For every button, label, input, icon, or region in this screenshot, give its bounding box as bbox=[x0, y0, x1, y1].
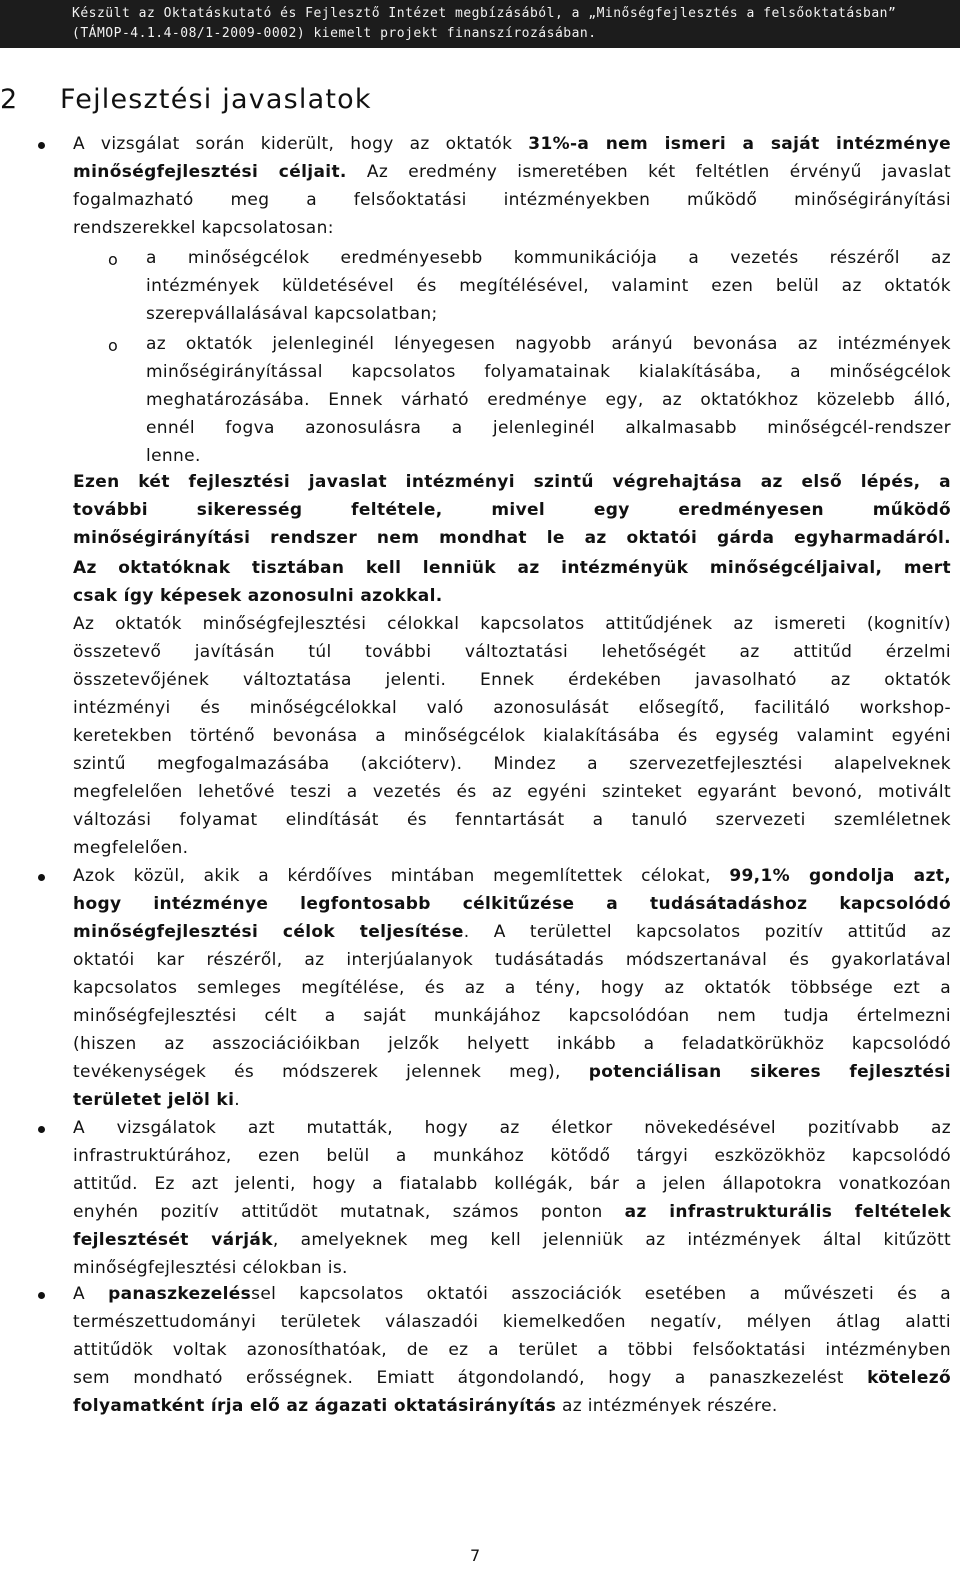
bold-text: folyamatként írja elő az ágazati oktatásirányítás bbox=[73, 1396, 557, 1416]
text-run: megfelelően. bbox=[73, 838, 189, 858]
text-run: A bbox=[73, 1284, 109, 1304]
text-run: attitűd. Ez azt jelenti, hogy a fiatalabb kollégák, bár a jelen állapotokra vonatkozóan bbox=[73, 1174, 951, 1194]
bold-text: az infrastrukturális feltételek bbox=[624, 1202, 951, 1222]
text-line bbox=[73, 134, 951, 154]
text-line bbox=[73, 1146, 951, 1166]
text-run: az oktatók jelenleginél lényegesen nagyobb arányú bevonása az intézmények bbox=[146, 334, 951, 354]
text-run: oktatói kar részéről, az interjúalanyok tudásátadás módszertanával és gyakorlatával bbox=[73, 950, 951, 970]
text-line bbox=[73, 726, 951, 746]
text-run: infrastruktúrához, ezen belül a munkához kötődő tárgyi eszközökhöz kapcsolódó bbox=[73, 1146, 951, 1166]
text-run: fogalmazható meg a felsőoktatási intézményekben működő minőségirányítási bbox=[73, 190, 951, 210]
bullet-icon bbox=[38, 874, 45, 881]
text-run: meghatározásába. Ennek várható eredménye egy, az oktatókhoz közelebb álló, bbox=[146, 390, 951, 410]
text-run: keretekben történő bevonása a minőségcélok kialakításába és egység valamint egyéni bbox=[73, 726, 951, 746]
bold-text: potenciálisan sikeres fejlesztési bbox=[588, 1062, 951, 1082]
text-line bbox=[73, 162, 951, 182]
bullet-icon bbox=[38, 1126, 45, 1133]
text-run: sem mondható erősségnek. Emiatt átgondolandó, hogy a panaszkezelést bbox=[73, 1368, 868, 1388]
text-line bbox=[146, 248, 951, 268]
text-run: attitűdök voltak azonosíthatóak, de ez a terület a többi felsőoktatási intézményben bbox=[73, 1340, 951, 1360]
text-run: a minőségcélok eredményesebb kommunikációja a vezetés részéről az bbox=[146, 248, 951, 268]
text-run: megfelelően lehetővé teszi a vezetés és az egyéni szinteket egyaránt bevonó, motivált bbox=[73, 782, 951, 802]
header-line-1: Készült az Oktatáskutató és Fejlesztő Intézet megbízásából, a „Minőségfejlesztés a felsőoktatásban” bbox=[72, 6, 897, 21]
text-line bbox=[73, 1312, 951, 1332]
text-run: összetevőjének változtatása jelenti. Ennek érdekében javasolható az oktatók bbox=[73, 670, 951, 690]
text-line bbox=[146, 446, 951, 466]
text-line bbox=[73, 1396, 778, 1416]
text-line bbox=[73, 670, 951, 690]
bold-text: területet jelöl ki bbox=[73, 1090, 235, 1110]
text-line bbox=[73, 978, 951, 998]
text-line bbox=[73, 1062, 951, 1082]
bold-text: minőségfejlesztési céljait. bbox=[73, 162, 347, 182]
text-line bbox=[73, 1090, 240, 1110]
text-line bbox=[73, 218, 334, 238]
text-run: intézményi és minőségcélokkal való azonosulását elősegítő, facilitáló workshop- bbox=[73, 698, 951, 718]
sub-bullet-icon: o bbox=[108, 336, 118, 355]
text-run: rendszerekkel kapcsolatosan: bbox=[73, 218, 334, 238]
text-line bbox=[73, 1230, 951, 1250]
text-line bbox=[73, 472, 951, 492]
text-line bbox=[73, 1284, 951, 1304]
section-title: Fejlesztési javaslatok bbox=[60, 84, 372, 115]
bold-text: csak így képesek azonosulni azokkal. bbox=[73, 586, 443, 606]
text-line bbox=[73, 754, 951, 774]
text-line bbox=[73, 1368, 951, 1388]
text-line bbox=[73, 586, 443, 606]
text-run: összetevő javításán túl további változtatási lehetőségét az attitűd érzelmi bbox=[73, 642, 951, 662]
bold-text: hogy intézménye legfontosabb célkitűzése a tudásátadáshoz kapcsolódó bbox=[73, 894, 951, 914]
text-run: az intézmények részére. bbox=[556, 1396, 778, 1416]
text-line bbox=[73, 642, 951, 662]
header-line-2: (TÁMOP-4.1.4-08/1-2009-0002) kiemelt projekt finanszírozásában. bbox=[72, 26, 597, 41]
text-line bbox=[73, 894, 951, 914]
text-line bbox=[73, 838, 188, 858]
text-run: sel kapcsolatos oktatói asszociációk esetében a művészeti és a bbox=[251, 1284, 952, 1304]
text-line bbox=[146, 390, 951, 410]
text-line bbox=[146, 276, 951, 296]
bold-text: minőségirányítási rendszer nem mondhat le az oktatói gárda egyharmadáról. bbox=[73, 528, 951, 548]
bold-text: Az oktatóknak tisztában kell lenniük az intézményük minőségcéljaival, mert bbox=[73, 558, 951, 578]
text-run: szerepvállalásával kapcsolatban; bbox=[146, 304, 438, 324]
text-run: kapcsolatos semleges megítélése, és az a tény, hogy az oktatók többsége ezt a bbox=[73, 978, 951, 998]
text-line bbox=[73, 810, 951, 830]
text-run: ennél fogva azonosulásra a jelenleginél alkalmasabb minőségcél-rendszer bbox=[146, 418, 951, 438]
section-number: 2 bbox=[0, 84, 19, 115]
text-run: enyhén pozitív attitűdöt mutatnak, számos ponton bbox=[73, 1202, 625, 1222]
text-run: . bbox=[234, 1090, 241, 1110]
page-header bbox=[0, 0, 960, 48]
text-run: minőségirányítással kapcsolatos folyamatainak kialakításába, a minőségcélok bbox=[146, 362, 951, 382]
text-run: A vizsgálatok azt mutatták, hogy az életkor növekedésével pozitívabb az bbox=[73, 1118, 951, 1138]
text-run: (hiszen az asszociációikban jelzők helyett inkább a feladatkörükhöz kapcsolódó bbox=[73, 1034, 951, 1054]
text-line bbox=[73, 1118, 951, 1138]
bullet-icon bbox=[38, 142, 45, 149]
text-line bbox=[73, 922, 951, 942]
page-number: 7 bbox=[470, 1546, 481, 1565]
text-line bbox=[146, 362, 951, 382]
text-line bbox=[73, 614, 951, 634]
text-line bbox=[73, 782, 951, 802]
text-line bbox=[73, 1202, 951, 1222]
text-line bbox=[73, 190, 951, 210]
text-line bbox=[146, 334, 951, 354]
text-line bbox=[73, 500, 951, 520]
bold-text: további sikeresség feltétele, mivel egy eredményesen működő bbox=[73, 500, 951, 520]
bold-text: kötelező bbox=[867, 1368, 951, 1388]
sub-bullet-icon: o bbox=[108, 250, 118, 269]
bold-text: 99,1% gondolja azt, bbox=[729, 866, 952, 886]
text-line bbox=[73, 1006, 951, 1026]
bold-text: 31%-a nem ismeri a saját intézménye bbox=[528, 134, 951, 154]
text-run: tevékenységek és módszerek jelennek meg), bbox=[73, 1062, 589, 1082]
bold-text: minőségfejlesztési célok teljesítése bbox=[73, 922, 464, 942]
text-run: Az eredmény ismeretében két feltétlen érvényű javaslat bbox=[346, 162, 951, 182]
text-run: természettudományi területek válaszadói kiemelkedően negatív, mélyen átlag alatti bbox=[73, 1312, 951, 1332]
text-run: változási folyamat elindítását és fenntartását a tanuló szervezeti szemléletnek bbox=[73, 810, 951, 830]
text-line bbox=[73, 528, 951, 548]
bullet-icon bbox=[38, 1292, 45, 1299]
text-line bbox=[73, 950, 951, 970]
text-run: . A területtel kapcsolatos pozitív attitűd az bbox=[463, 922, 952, 942]
bold-text: fejlesztését várják bbox=[73, 1230, 273, 1250]
text-line bbox=[146, 304, 951, 324]
text-run: minőségfejlesztési célokban is. bbox=[73, 1258, 348, 1278]
text-run: intézmények küldetésével és megítélésével, valamint ezen belül az oktatók bbox=[146, 276, 951, 296]
text-line bbox=[73, 1174, 951, 1194]
bold-text: panaszkezelés bbox=[108, 1284, 252, 1304]
bold-text: Ezen két fejlesztési javaslat intézményi szintű végrehajtása az első lépés, a bbox=[73, 472, 951, 492]
text-run: minőségfejlesztési célt a saját munkájához kapcsolódóan nem tudja értelmezni bbox=[73, 1006, 951, 1026]
text-line bbox=[73, 1034, 951, 1054]
text-line bbox=[146, 418, 951, 438]
section-heading bbox=[0, 84, 960, 124]
text-run: lenne. bbox=[146, 446, 201, 466]
text-line bbox=[73, 698, 951, 718]
text-line bbox=[73, 558, 951, 578]
text-line bbox=[73, 1340, 951, 1360]
text-run: A vizsgálat során kiderült, hogy az oktatók bbox=[73, 134, 529, 154]
text-line bbox=[73, 866, 951, 886]
text-run: Az oktatók minőségfejlesztési célokkal kapcsolatos attitűdjének az ismereti (kognitív) bbox=[73, 614, 951, 634]
text-run: , amelyeknek meg kell jelenniük az intézmények által kitűzött bbox=[272, 1230, 951, 1250]
text-line bbox=[73, 1258, 348, 1278]
text-run: Azok közül, akik a kérdőíves mintában megemlítettek célokat, bbox=[73, 866, 730, 886]
text-run: szintű megfogalmazásába (akcióterv). Mindez a szervezetfejlesztési alapelveknek bbox=[73, 754, 951, 774]
